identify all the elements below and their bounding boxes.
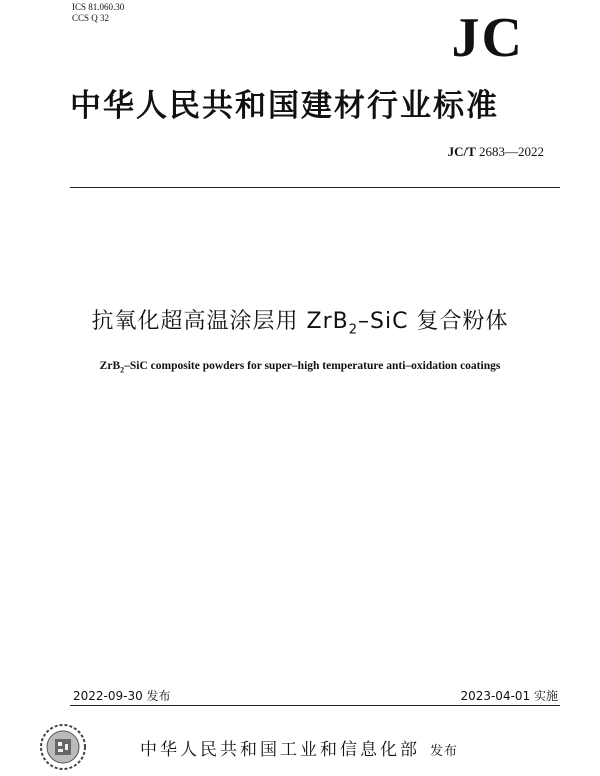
classification-codes: [72, 2, 124, 24]
issue-date: 2022-09-30 发布: [73, 689, 171, 703]
title-cn-subscript: 2: [348, 322, 359, 338]
title-en-part2: –SiC composite powders for super–high temperature anti–oxidation coatings: [124, 360, 501, 372]
title-english: [0, 360, 600, 374]
title-cn-part2: –SiC 复合粉体: [358, 309, 509, 334]
implementation-date: 2023-04-01 实施: [460, 689, 558, 703]
title-en-part1: ZrB: [99, 360, 121, 372]
title-en-subscript: 2: [120, 365, 125, 375]
standard-number: [448, 144, 544, 160]
ccs-code: CCS Q 32: [72, 13, 110, 23]
ics-code: ICS 81.060.30: [72, 2, 125, 12]
issuing-authority: [140, 735, 458, 760]
top-divider: [70, 187, 560, 188]
title-cn-part1: 抗氧化超高温涂层用 ZrB: [91, 309, 349, 334]
standard-name: 中华人民共和国建材行业标准: [70, 88, 499, 124]
standard-number-prefix: JC/T: [447, 144, 476, 159]
issuer-name: 中华人民共和国工业和信息化部: [140, 740, 420, 760]
title-chinese: [0, 304, 600, 337]
issuer-action: 发布: [430, 744, 459, 759]
official-seal-icon: [38, 722, 88, 772]
bottom-divider: [70, 705, 560, 706]
jc-logo: JC: [451, 7, 524, 69]
standard-number-value: 2683—2022: [479, 144, 544, 159]
